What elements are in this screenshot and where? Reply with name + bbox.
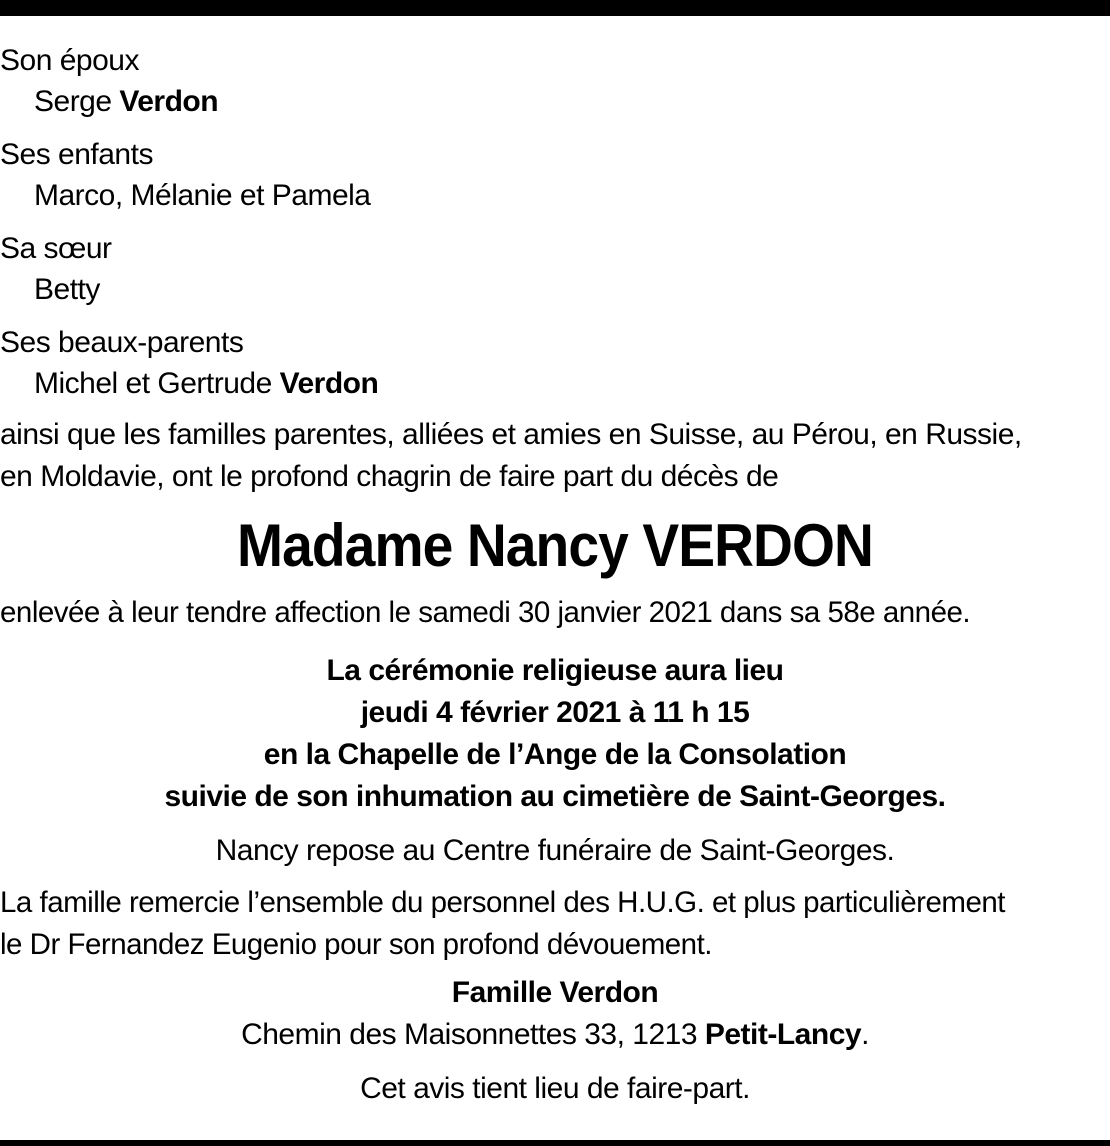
intro-paragraph xyxy=(0,414,1110,498)
family-name: Famille Verdon xyxy=(451,976,659,1009)
deceased-name: Madame Nancy VERDON xyxy=(237,512,873,579)
relative-spouse xyxy=(0,40,1110,122)
intro-line: ainsi que les familles parentes, alliées et amies en Suisse, au Pérou, en Russie, xyxy=(0,418,1022,451)
relative-role: Son époux xyxy=(0,44,139,77)
ceremony-line: jeudi 4 février 2021 à 11 h 15 xyxy=(360,696,750,729)
family-address: Chemin des Maisonnettes 33, 1213 Petit-Lancy. xyxy=(241,1018,869,1051)
relative-sister xyxy=(0,228,1110,310)
relative-role: Ses beaux-parents xyxy=(0,326,244,359)
relative-role: Ses enfants xyxy=(0,138,153,171)
thanks-line: le Dr Fernandez Eugenio pour son profond dévouement. xyxy=(0,928,712,961)
thanks-line: La famille remercie l’ensemble du personnel des H.U.G. et plus particulièrement xyxy=(0,886,1005,919)
relative-role: Sa sœur xyxy=(0,232,112,265)
top-rule xyxy=(0,0,1110,16)
relative-name: Marco, Mélanie et Pamela xyxy=(34,179,371,212)
relative-name: Serge Verdon xyxy=(34,85,219,118)
obituary-notice xyxy=(0,40,1110,1110)
ceremony-line: La cérémonie religieuse aura lieu xyxy=(326,654,784,687)
thanks-paragraph xyxy=(0,882,1110,966)
death-notice: enlevée à leur tendre affection le samedi 30 janvier 2021 dans sa 58e année. xyxy=(0,596,971,629)
bottom-rule xyxy=(0,1140,1110,1146)
family-signature xyxy=(0,972,1110,1056)
relative-name: Betty xyxy=(34,273,100,306)
ceremony-details xyxy=(0,650,1110,818)
ceremony-line: suivie de son inhumation au cimetière de Saint-Georges. xyxy=(164,780,946,813)
closing-note: Cet avis tient lieu de faire-part. xyxy=(360,1072,750,1105)
relative-children xyxy=(0,134,1110,216)
repose-notice: Nancy repose au Centre funéraire de Saint-Georges. xyxy=(215,834,895,867)
relative-name: Michel et Gertrude Verdon xyxy=(34,367,379,400)
intro-line: en Moldavie, ont le profond chagrin de faire part du décès de xyxy=(0,460,779,493)
ceremony-line: en la Chapelle de l’Ange de la Consolation xyxy=(263,738,847,771)
relative-in-laws xyxy=(0,322,1110,404)
